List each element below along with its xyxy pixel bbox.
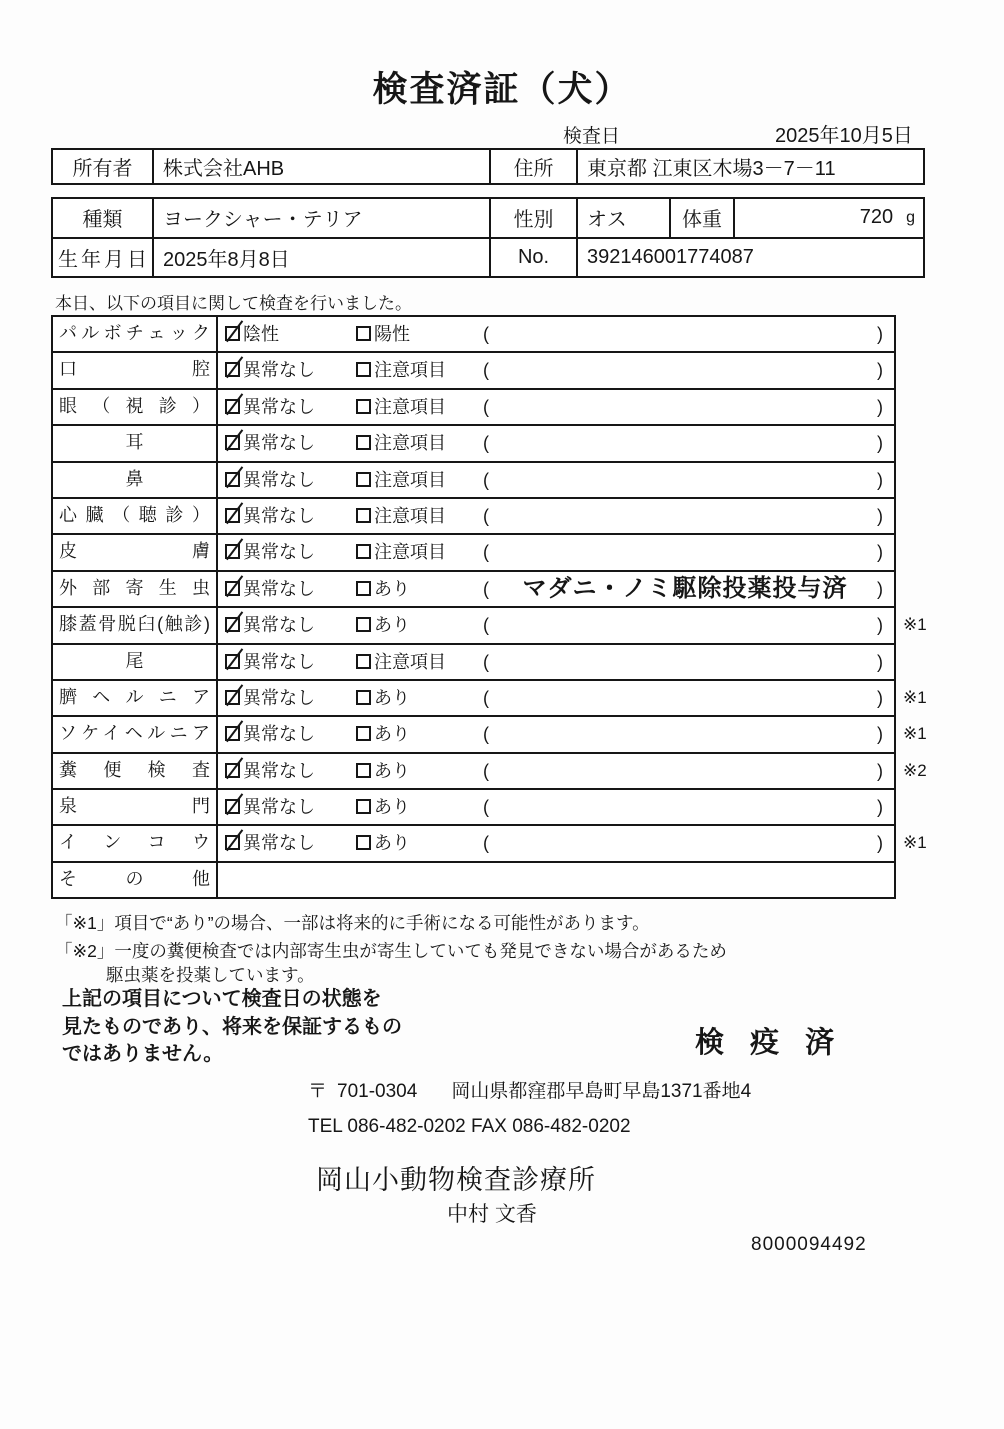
result-ok-label: 異常なし: [243, 615, 315, 636]
table-row: [53, 717, 927, 753]
breed-label: 種類: [53, 199, 154, 237]
address-label: 住所: [491, 150, 578, 183]
exam-table: [51, 315, 927, 899]
paren-close: ): [877, 578, 883, 599]
paren-close: ): [877, 542, 883, 563]
table-row: [53, 535, 894, 571]
footnote-1: 「※1」項目で“あり”の場合、一部は将来的に手術になる可能性があります。: [55, 913, 650, 933]
paren-close: ): [877, 469, 883, 490]
paren-close: ): [877, 760, 883, 781]
exam-date-value: 2025年10月5日: [775, 125, 913, 147]
checked-checkbox-icon: [225, 835, 240, 850]
table-row: [53, 681, 927, 717]
result-ng-label: 陽性: [374, 324, 410, 344]
row-note: ※1: [903, 724, 927, 744]
exam-item-label: 糞便検査: [53, 754, 218, 788]
checked-checkbox-icon: [225, 544, 240, 559]
paren-close: ): [877, 651, 883, 672]
unchecked-checkbox-icon: [356, 326, 371, 341]
paren-open: (: [483, 542, 489, 563]
clinic-address: 岡山県都窪郡早島町早島1371番地4: [451, 1081, 752, 1102]
checked-checkbox-icon: [225, 763, 240, 778]
exam-item-label: 臍ヘルニア: [53, 681, 218, 715]
checked-checkbox-icon: [225, 654, 240, 669]
birth-label: 生年月日: [53, 239, 154, 277]
paren-open: (: [483, 433, 489, 454]
paren-open: (: [483, 651, 489, 672]
result-ng-label: 注意項目: [374, 651, 446, 672]
unchecked-checkbox-icon: [356, 508, 371, 523]
table-row: [53, 754, 927, 790]
serial-number: 8000094492: [751, 1234, 867, 1255]
result-ok-label: 異常なし: [243, 724, 315, 745]
row-note: ※1: [903, 615, 927, 635]
result-ng-label: 注意項目: [374, 360, 446, 381]
paren-close: ): [877, 833, 883, 854]
result-ok-label: 陰性: [243, 324, 279, 344]
checked-checkbox-icon: [225, 399, 240, 414]
table-row: [53, 863, 894, 898]
result-ok-label: 異常なし: [243, 833, 315, 854]
postal-code: 701-0304: [337, 1081, 418, 1102]
table-row: [53, 317, 894, 353]
result-ok-label: 異常なし: [243, 469, 315, 490]
footnote-2-line2: 駆虫薬を投薬しています。: [106, 965, 315, 985]
birth-row: [53, 237, 923, 277]
paren-open: (: [483, 505, 489, 526]
result-ok-label: 異常なし: [243, 578, 315, 599]
result-ng-label: 注意項目: [374, 542, 446, 563]
weight-label: 体重: [671, 199, 735, 237]
unchecked-checkbox-icon: [356, 362, 371, 377]
result-ok-label: 異常なし: [243, 797, 315, 818]
paren-close: ): [877, 724, 883, 745]
paren-close: ): [877, 505, 883, 526]
sex-value: オス: [578, 199, 671, 237]
exam-item-label: 口腔: [53, 353, 218, 387]
quarantine-stamp: 検 疫 済: [695, 1027, 844, 1059]
checked-checkbox-icon: [225, 508, 240, 523]
paren-open: (: [483, 578, 489, 599]
clinic-name: 岡山小動物検査診療所: [316, 1165, 596, 1195]
result-ng-label: あり: [374, 833, 410, 854]
table-row: [53, 790, 894, 826]
result-ng-label: あり: [374, 724, 410, 745]
paren-open: (: [483, 469, 489, 490]
exam-item-label: 皮膚: [53, 535, 218, 569]
result-ok-label: 異常なし: [243, 542, 315, 563]
unchecked-checkbox-icon: [356, 690, 371, 705]
page-title: 検査済証（犬）: [372, 70, 632, 109]
paren-open: (: [483, 687, 489, 708]
paren-open: (: [483, 833, 489, 854]
postal-mark-icon: 〒: [308, 1081, 328, 1102]
unchecked-checkbox-icon: [356, 799, 371, 814]
weight-value: 720: [859, 206, 894, 229]
exam-item-label: 鼻: [53, 463, 218, 497]
exam-item-label: ソケイヘルニア: [53, 717, 218, 751]
unchecked-checkbox-icon: [356, 726, 371, 741]
paren-close: ): [877, 797, 883, 818]
exam-item-label: 泉門: [53, 790, 218, 824]
paren-close: ): [877, 433, 883, 454]
disclaimer-line: ではありません。: [62, 1043, 224, 1065]
paren-close: ): [877, 615, 883, 636]
checked-checkbox-icon: [225, 617, 240, 632]
no-value: 392146001774087: [587, 245, 754, 268]
table-row: [53, 463, 894, 499]
address-value: 東京都 江東区木場3－7－11: [587, 158, 836, 180]
exam-item-label: パルボチェック: [53, 317, 218, 351]
paren-close: ): [877, 360, 883, 381]
footnote-2-line1: 「※2」一度の糞便検査では内部寄生虫が寄生していても発見できない場合があるため: [55, 941, 727, 961]
tel-fax-line: TEL 086-482-0202 FAX 086-482-0202: [308, 1116, 631, 1137]
exam-item-label: 耳: [53, 426, 218, 460]
disclaimer-line: 上記の項目について検査日の状態を: [62, 988, 382, 1010]
checked-checkbox-icon: [225, 581, 240, 596]
checked-checkbox-icon: [225, 472, 240, 487]
no-label: No.: [491, 239, 578, 277]
exam-item-label: インコウ: [53, 826, 218, 860]
paren-open: (: [483, 797, 489, 818]
owner-value: 株式会社AHB: [154, 150, 491, 183]
result-ng-label: 注意項目: [374, 505, 446, 526]
weight-unit: g: [906, 208, 915, 226]
paren-open: (: [483, 724, 489, 745]
birth-value: 2025年8月8日: [154, 239, 491, 277]
disclaimer-line: 見たものであり、将来を保証するもの: [62, 1015, 402, 1038]
table-row: [53, 353, 894, 389]
unchecked-checkbox-icon: [356, 763, 371, 778]
row-note: ※2: [903, 760, 927, 780]
owner-label: 所有者: [53, 150, 154, 183]
result-ok-label: 異常なし: [243, 760, 315, 781]
checked-checkbox-icon: [225, 726, 240, 741]
checked-checkbox-icon: [225, 326, 240, 341]
disclaimer-text: [62, 986, 402, 1069]
row-note: ※1: [903, 687, 927, 707]
unchecked-checkbox-icon: [356, 654, 371, 669]
table-row: [53, 608, 927, 644]
breed-row: [53, 199, 923, 237]
exam-item-label: 心臓（聴診）: [53, 499, 218, 533]
result-ok-label: 異常なし: [243, 360, 315, 381]
checked-checkbox-icon: [225, 362, 240, 377]
result-ok-label: 異常なし: [243, 396, 315, 417]
postal-line: [308, 1076, 751, 1103]
paren-close: ): [877, 324, 883, 344]
result-ng-label: あり: [374, 760, 410, 781]
unchecked-checkbox-icon: [356, 544, 371, 559]
unchecked-checkbox-icon: [356, 835, 371, 850]
owner-row: [53, 150, 923, 183]
exam-item-label: 眼（視診）: [53, 390, 218, 424]
other-empty-cell: [218, 863, 894, 898]
breed-value: ヨークシャー・テリア: [154, 199, 491, 237]
paren-open: (: [483, 760, 489, 781]
result-ng-label: 注意項目: [374, 396, 446, 417]
paren-close: ): [877, 396, 883, 417]
paren-text: マダニ・ノミ駆除投薬投与済: [522, 574, 848, 602]
result-ng-label: 注意項目: [374, 433, 446, 454]
table-row: [53, 426, 894, 462]
checked-checkbox-icon: [225, 690, 240, 705]
exam-item-label: その他: [53, 863, 218, 898]
checked-checkbox-icon: [225, 799, 240, 814]
result-ok-label: 異常なし: [243, 687, 315, 708]
exam-date-label: 検査日: [563, 126, 621, 147]
paren-open: (: [483, 360, 489, 381]
intro-text: 本日、以下の項目に関して検査を行いました。: [55, 294, 412, 313]
exam-item-label: 膝蓋骨脱臼(触診): [53, 608, 218, 642]
examiner-name: 中村 文香: [447, 1203, 537, 1226]
table-row: [53, 499, 894, 535]
table-row: [53, 826, 927, 862]
row-note: ※1: [903, 833, 927, 853]
unchecked-checkbox-icon: [356, 581, 371, 596]
exam-item-label: 尾: [53, 645, 218, 679]
result-ng-label: あり: [374, 578, 410, 599]
result-ng-label: あり: [374, 687, 410, 708]
exam-item-label: 外部寄生虫: [53, 572, 218, 606]
paren-open: (: [483, 615, 489, 636]
unchecked-checkbox-icon: [356, 435, 371, 450]
unchecked-checkbox-icon: [356, 617, 371, 632]
result-ng-label: あり: [374, 797, 410, 818]
result-ng-label: 注意項目: [374, 469, 446, 490]
result-ok-label: 異常なし: [243, 651, 315, 672]
owner-table: [51, 148, 925, 185]
unchecked-checkbox-icon: [356, 399, 371, 414]
result-ok-label: 異常なし: [243, 433, 315, 454]
sex-label: 性別: [491, 199, 578, 237]
paren-close: ): [877, 687, 883, 708]
result-ng-label: あり: [374, 615, 410, 636]
weight-value-cell: [735, 199, 923, 237]
paren-open: (: [483, 396, 489, 417]
result-ok-label: 異常なし: [243, 505, 315, 526]
paren-open: (: [483, 324, 489, 344]
animal-info-table: [51, 197, 925, 278]
table-row: [53, 390, 894, 426]
checked-checkbox-icon: [225, 435, 240, 450]
unchecked-checkbox-icon: [356, 472, 371, 487]
table-row: [53, 645, 894, 681]
table-row: [53, 572, 894, 608]
